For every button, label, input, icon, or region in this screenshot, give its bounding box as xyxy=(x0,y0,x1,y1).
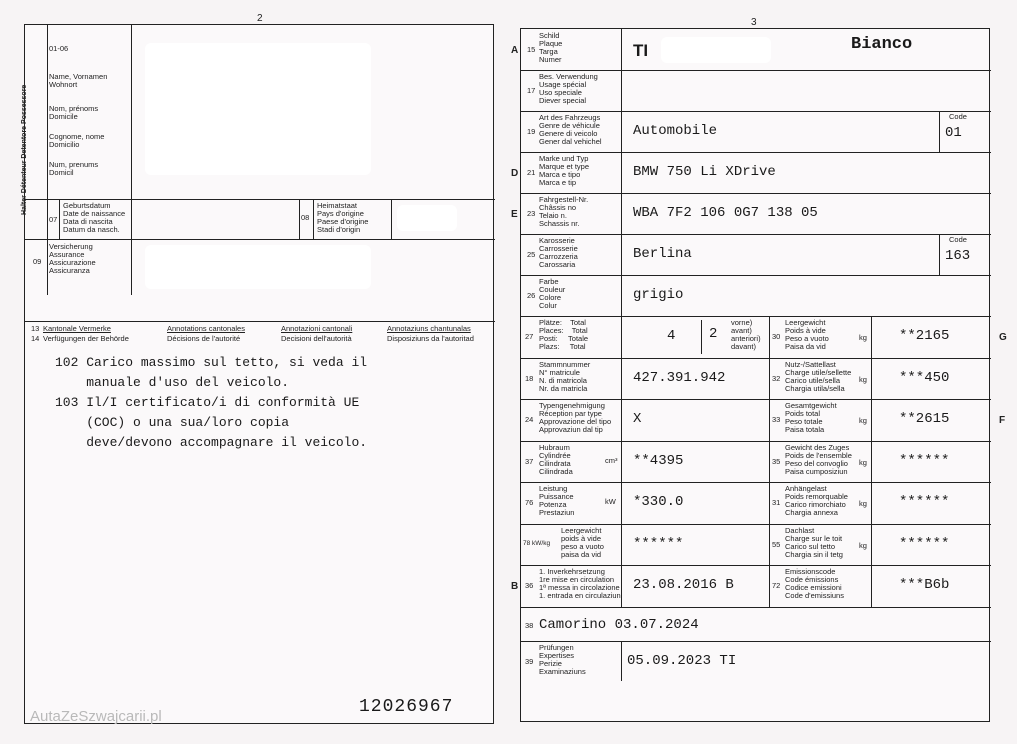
code-divider-19 xyxy=(939,111,940,152)
row-letter-21: D xyxy=(511,168,519,179)
annotation-13-de: Kantonale Vermerke xyxy=(43,324,111,333)
row-label-21: Marke und Typ Marque et type Marca e tipo Marca e tip xyxy=(539,154,590,187)
split-ldiv-36 xyxy=(621,565,622,607)
row-line-21 xyxy=(521,193,991,194)
split-rdiv-35 xyxy=(871,441,872,483)
annotation-14-code: 14 xyxy=(31,334,40,343)
split-llabel-27: Plätze: Total Places: Total Posti: Totale Plazs: Total xyxy=(539,318,589,351)
field-38-value: Camorino 03.07.2024 xyxy=(539,616,699,633)
split-ldiv-76 xyxy=(621,482,622,524)
split-bracket-27 xyxy=(701,320,702,354)
row-label-25: Karosserie Carrosserie Carrozzeria Carossaria xyxy=(539,236,578,269)
split-lcode-27: 27 xyxy=(525,332,534,341)
split-ldiv-37 xyxy=(621,441,622,483)
split-rval-31: ****** xyxy=(899,494,950,510)
row-code-15: 15 xyxy=(527,45,536,54)
split-llabel-24: Typengenehmigung Réception par type Approvazione del tipo Approvaziun dal tip xyxy=(539,401,612,434)
row-code-19: 19 xyxy=(527,127,536,136)
page-number-left: 2 xyxy=(257,13,263,24)
annotation-14-rm: Disposiziuns da l'autoritad xyxy=(387,334,474,343)
note-line-4: (COC) o una sua/loro copia xyxy=(55,415,290,430)
split-lnote-27: vorne) avant) anteriori) davant) xyxy=(731,318,761,351)
split-llabel-37: Hubraum Cylindrée Cilindrata Cilindrada xyxy=(539,442,573,476)
field-39-div xyxy=(621,641,622,681)
row-line-26 xyxy=(521,316,991,317)
nom-label: Nom, prénoms Domicile xyxy=(49,104,99,121)
annotation-13-it: Annotazioni cantonali xyxy=(281,324,353,333)
split-lval-36: 23.08.2016 B xyxy=(633,577,734,593)
split-rdiv-32 xyxy=(871,358,872,400)
split-lcode-36: 36 xyxy=(525,581,534,590)
code-value-19: 01 xyxy=(945,125,962,141)
split-rdiv-30 xyxy=(871,316,872,358)
origin-redaction xyxy=(397,205,457,231)
split-rdiv-55 xyxy=(871,524,872,566)
cognome-label: Cognome, nome Domicilio xyxy=(49,132,105,149)
row-line-15 xyxy=(521,70,991,71)
row-code-17: 17 xyxy=(527,86,536,95)
row-code-26: 26 xyxy=(527,291,536,300)
row-divider-15 xyxy=(621,29,622,70)
split-side-33: F xyxy=(999,415,1006,426)
row-value-19: Automobile xyxy=(633,123,718,139)
row-label-15: Schild Plaque Targa Numer xyxy=(539,31,563,64)
split-line-76 xyxy=(521,524,991,525)
row-letter-15: A xyxy=(511,45,519,56)
code-divider-25 xyxy=(939,234,940,275)
split-lcode-18: 18 xyxy=(525,373,534,383)
split-rcode-55: 55 xyxy=(772,539,781,549)
split-rlabel-30: Leergewicht Poids à vide Peso a vuoto Paisa da vid xyxy=(785,318,829,351)
split-line-24 xyxy=(521,441,991,442)
field-39-value: 05.09.2023 TI xyxy=(627,652,737,669)
split-ldiv-27 xyxy=(621,316,622,358)
split-unit-31: kg xyxy=(859,499,867,508)
split-line-18 xyxy=(521,399,991,400)
split-mdiv-76 xyxy=(769,482,770,524)
row-divider-25 xyxy=(621,234,622,275)
split-line-78 kW/kg xyxy=(521,565,991,566)
split-rcode-72: 72 xyxy=(772,581,781,590)
row-line-23 xyxy=(521,234,991,235)
row-line-17 xyxy=(521,111,991,112)
split-unit-35: kg xyxy=(859,457,867,467)
field-39-label: Prüfungen Expertises Perizie Examinaziuns xyxy=(539,642,586,676)
row-divider-21 xyxy=(621,152,622,193)
annotation-14-fr: Décisions de l'autorité xyxy=(167,334,241,343)
row-label-17: Bes. Verwendung Usage spécial Uso speciale Diever special xyxy=(539,72,598,105)
holder-redaction xyxy=(145,43,371,175)
row-label-19: Art des Fahrzeugs Genre de véhicule Genere di veicolo Gener dal vehichel xyxy=(539,113,602,146)
split-ldiv-18 xyxy=(621,358,622,400)
split-rlabel-72: Emissionscode Code émissions Codice emissioni Code d'emissiuns xyxy=(785,567,844,600)
split-mdiv-24 xyxy=(769,399,770,441)
split-rcode-35: 35 xyxy=(772,456,781,466)
field-39-code: 39 xyxy=(525,656,534,666)
annotation-14-it: Decisioni dell'autorità xyxy=(281,334,352,343)
row-value-21: BMW 750 Li XDrive xyxy=(633,164,776,180)
split-line-27 xyxy=(521,358,991,359)
split-rval-30: **2165 xyxy=(899,328,950,344)
split-rcode-32: 32 xyxy=(772,373,781,383)
split-side-30: G xyxy=(999,332,1007,343)
insurance-redaction xyxy=(145,245,371,289)
field-09-code: 09 xyxy=(33,257,42,266)
split-lval-78 kW/kg: ****** xyxy=(633,535,684,552)
split-mdiv-37 xyxy=(769,441,770,483)
split-llabel-18: Stammnummer N° matricule N. di matricola Nr. da matricla xyxy=(539,359,591,393)
split-line-36 xyxy=(521,607,991,608)
split-ldiv-24 xyxy=(621,399,622,441)
split-mdiv-36 xyxy=(769,565,770,607)
row-value-23: WBA 7F2 106 0G7 138 05 xyxy=(633,205,818,221)
holder-side-label: Halter Détenteur Detentore Possessore xyxy=(21,84,28,215)
annotation-13-code: 13 xyxy=(31,324,40,333)
split-rval-33: **2615 xyxy=(899,411,950,427)
split-mdiv-78 kW/kg xyxy=(769,524,770,566)
split-mdiv-27 xyxy=(769,316,770,358)
split-rlabel-32: Nutz-/Sattellast Charge utile/sellette Carico utile/sella Chargia utila/sella xyxy=(785,359,852,393)
code-label-25: Code xyxy=(949,235,967,244)
watermark: AutaZeSzwajcarii.pl xyxy=(30,708,162,725)
split-rval-72: ***B6b xyxy=(899,577,950,593)
split-unit-55: kg xyxy=(859,540,867,550)
row-line-25 xyxy=(521,275,991,276)
code-label-19: Code xyxy=(949,112,967,121)
split-rlabel-33: Gesamtgewicht Poids total Peso totale Paisa totala xyxy=(785,401,837,434)
row-divider-23 xyxy=(621,193,622,234)
version-label: 01-06 xyxy=(49,44,69,53)
note-line-2: manuale d'uso del veicolo. xyxy=(55,375,290,390)
row-value-15: TI xyxy=(633,41,649,60)
split-rcode-31: 31 xyxy=(772,498,781,507)
split-llabel-36: 1. Inverkehrsetzung 1re mise en circulation 1ª messa in circolazione 1. entrada en circulaziun xyxy=(539,567,621,600)
field-38-code: 38 xyxy=(525,620,534,630)
row-divider-26 xyxy=(621,275,622,316)
field-08-code: 08 xyxy=(301,213,310,222)
split-lunit-76: kW xyxy=(605,497,616,506)
split-ldiv-78 kW/kg xyxy=(621,524,622,566)
name-label: Name, Vornamen Wohnort xyxy=(49,72,108,89)
split-line-37 xyxy=(521,482,991,483)
split-rval-35: ****** xyxy=(899,452,950,469)
split-mdiv-18 xyxy=(769,358,770,400)
split-llabel-78 kW/kg: Leergewicht poids à vide peso a vuoto paisa da vid xyxy=(561,525,604,559)
row-code-21: 21 xyxy=(527,168,536,177)
split-rdiv-72 xyxy=(871,565,872,607)
code-value-25: 163 xyxy=(945,248,971,264)
split-unit-32: kg xyxy=(859,374,867,384)
split-lval2-27: 2 xyxy=(709,326,718,342)
origin-label: Heimatstaat Pays d'origine Paese d'origine Stadi d'origin xyxy=(317,201,369,234)
birth-label: Geburtsdatum Date de naissance Data di nascita Datum da nasch. xyxy=(63,201,126,234)
split-lval-18: 427.391.942 xyxy=(633,369,726,386)
split-lcode-37: 37 xyxy=(525,456,534,466)
split-unit-30: kg xyxy=(859,333,867,342)
split-unit-33: kg xyxy=(859,416,867,425)
split-rcode-33: 33 xyxy=(772,415,781,424)
row-letter-23: E xyxy=(511,209,518,220)
left-page xyxy=(21,13,494,724)
split-lcode-24: 24 xyxy=(525,415,534,424)
annotation-13-rm: Annotaziuns chantunalas xyxy=(387,324,471,333)
num-label: Num, prenums Domicil xyxy=(49,160,99,177)
field-07-code: 07 xyxy=(49,215,58,224)
field-38-line xyxy=(521,641,991,642)
split-rdiv-33 xyxy=(871,399,872,441)
row-value-25: Berlina xyxy=(633,246,692,262)
split-rcode-30: 30 xyxy=(772,332,781,341)
row-divider-17 xyxy=(621,70,622,111)
split-lcode-78 kW/kg: 78 kW/kg xyxy=(523,539,551,547)
row-line-19 xyxy=(521,152,991,153)
page-number-right: 3 xyxy=(751,17,757,28)
annotation-13-fr: Annotations cantonales xyxy=(167,324,245,333)
row-extra-15: Bianco xyxy=(851,35,913,54)
note-line-1: 102 Carico massimo sul tetto, si veda il xyxy=(55,355,368,370)
split-lval-27: 4 xyxy=(667,328,676,344)
split-lval-76: *330.0 xyxy=(633,494,684,510)
row-label-26: Farbe Couleur Colore Colur xyxy=(539,277,566,310)
split-letter-36: B xyxy=(511,581,519,592)
split-rlabel-55: Dachlast Charge sur le toit Carico sul tetto Chargia sin il tetg xyxy=(785,525,843,559)
split-rlabel-31: Anhängelast Poids remorquable Carico rimorchiato Chargia annexa xyxy=(785,484,848,517)
split-rval-55: ****** xyxy=(899,535,950,552)
split-rlabel-35: Gewicht des Zuges Poids de l'ensemble Peso del convoglio Paisa cumposiziun xyxy=(785,442,852,476)
split-lcode-76: 76 xyxy=(525,498,534,507)
row-divider-19 xyxy=(621,111,622,152)
right-page xyxy=(511,17,1007,722)
split-rval-32: ***450 xyxy=(899,369,950,386)
note-line-3: 103 Il/I certificato/i di conformità UE xyxy=(55,395,360,410)
split-rdiv-31 xyxy=(871,482,872,524)
serial-number: 12026967 xyxy=(359,697,454,717)
row-code-25: 25 xyxy=(527,250,536,259)
split-llabel-76: Leistung Puissance Potenza Prestaziun xyxy=(539,484,575,517)
split-lval-24: X xyxy=(633,411,642,427)
row-code-23: 23 xyxy=(527,209,536,218)
insurance-label: Versicherung Assurance Assicurazione Assicuranza xyxy=(49,242,96,275)
row-value-26: grigio xyxy=(633,287,684,303)
split-lval-37: **4395 xyxy=(633,452,684,469)
row-label-23: Fahrgestell-Nr. Châssis no Telaio n. Schassis nr. xyxy=(539,195,589,228)
plate-redaction xyxy=(661,37,771,63)
note-line-5: deve/devono accompagnare il veicolo. xyxy=(55,435,368,450)
annotation-14-de: Verfügungen der Behörde xyxy=(43,334,129,343)
split-lunit-37: cm³ xyxy=(605,455,618,465)
